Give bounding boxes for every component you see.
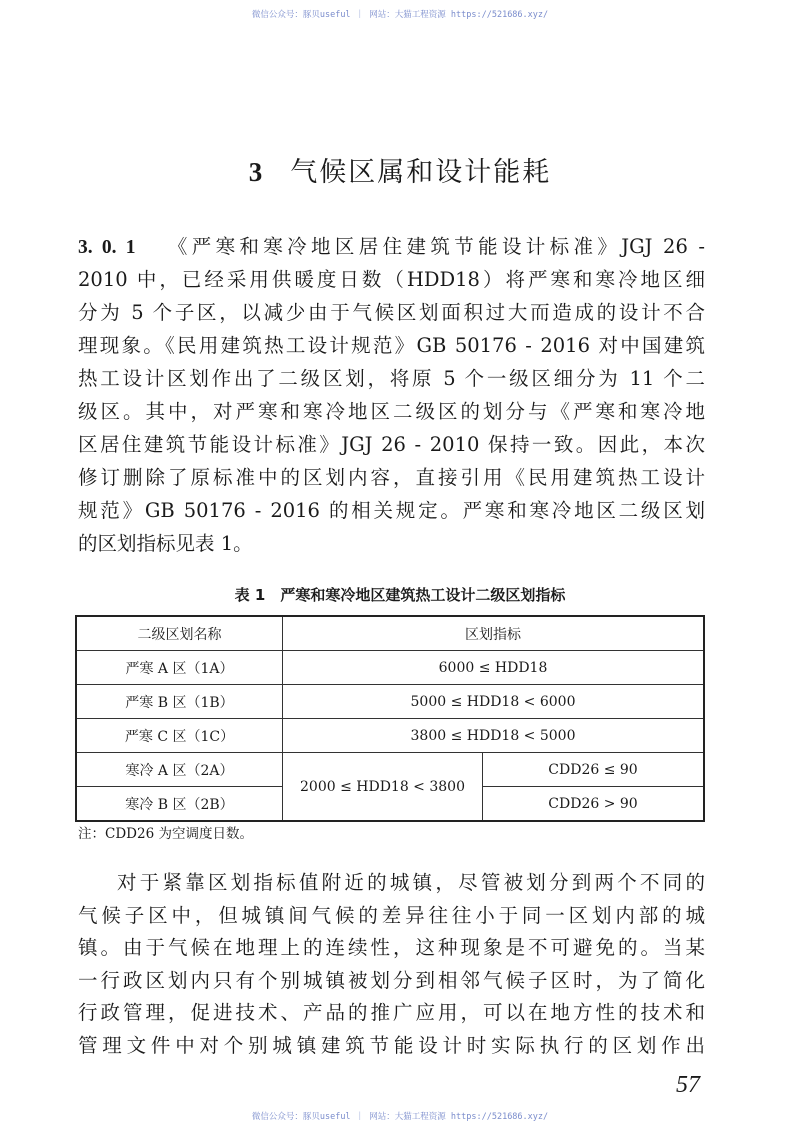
zone-index: 3800 ≤ HDD18 < 5000: [283, 719, 705, 753]
text-line: 一行政区划内只有个别城镇被划分到相邻气候子区时，为了简化: [78, 968, 705, 992]
chapter-number: 3: [248, 157, 265, 187]
text-line: 分为 5 个子区，以减少由于气候区划面积过大而造成的设计不合: [78, 301, 705, 324]
zone-name: 寒冷 A 区（2A）: [76, 753, 283, 787]
text-line: 镇。由于气候在地理上的连续性，这种现象是不可避免的。当某: [78, 936, 705, 959]
zone-index: 5000 ≤ HDD18 < 6000: [283, 685, 705, 719]
text-line: 理现象。《民用建筑热工设计规范》GB 50176 - 2016 对中国建筑: [78, 334, 705, 357]
watermark-top: 微信公众号：豚贝useful ｜ 网站：大猫工程资源 https://521686.xyz/: [251, 10, 549, 20]
header-cell: 区划指标: [283, 616, 705, 651]
text-line: 气候子区中，但城镇间气候的差异往往小于同一区划内部的城: [78, 903, 705, 927]
text-line: 的区划指标见表 1。: [78, 532, 253, 555]
zone-name: 严寒 A 区（1A）: [76, 651, 283, 685]
text-line: 2010 中，已经采用供暖度日数（HDD18）将严寒和寒冷地区细: [78, 268, 705, 291]
text-line: 《严寒和寒冷地区居住建筑节能设计标准》JGJ 26 -: [163, 235, 706, 258]
text-line: 热工设计区划作出了二级区划，将原 5 个一级区细分为 11 个二: [78, 367, 705, 390]
table-row: [76, 685, 704, 719]
clause-number: 3. 0. 1: [78, 237, 136, 258]
text-line: 修订删除了原标准中的区划内容，直接引用《民用建筑热工设计: [78, 466, 705, 489]
text-line: 行政管理，促进技术、产品的推广应用，可以在地方性的技术和: [78, 1001, 705, 1024]
zone-sub-index: CDD26 > 90: [483, 787, 705, 822]
section-paragraph: [78, 230, 705, 560]
text-line: 规范》GB 50176 - 2016 的相关规定。严寒和寒冷地区二级区划: [78, 499, 705, 522]
climate-zone-table: [75, 615, 705, 822]
zone-name: 严寒 B 区（1B）: [76, 685, 283, 719]
table-row: [76, 651, 704, 685]
zone-sub-index: CDD26 ≤ 90: [483, 753, 705, 787]
chapter-title: [0, 150, 800, 189]
zone-name: 严寒 C 区（1C）: [76, 719, 283, 753]
text-line: 区居住建筑节能设计标准》JGJ 26 - 2010 保持一致。因此，本次: [78, 433, 705, 456]
table-row: [76, 719, 704, 753]
paragraph-2: [78, 867, 705, 1062]
page-number: 57: [676, 1072, 700, 1098]
chapter-title-text: 气候区属和设计能耗: [290, 157, 552, 188]
table-caption: 表 1 严寒和寒冷地区建筑热工设计二级区划指标: [234, 586, 566, 604]
text-line: 管理文件中对个别城镇建筑节能设计时实际执行的区划作出: [78, 1033, 705, 1057]
zone-index: 2000 ≤ HDD18 < 3800: [283, 753, 483, 822]
table-row: [76, 753, 704, 787]
watermark-bottom: 微信公众号：豚贝useful ｜ 网站：大猫工程资源 https://521686.xyz/: [251, 1112, 549, 1122]
table-header-row: [76, 616, 704, 651]
table-note: 注：CDD26 为空调度日数。: [78, 826, 253, 842]
zone-name: 寒冷 B 区（2B）: [76, 787, 283, 822]
text-line: 对于紧靠区划指标值附近的城镇，尽管被划分到两个不同的: [117, 871, 705, 894]
zone-index: 6000 ≤ HDD18: [283, 651, 705, 685]
text-line: 级区。其中，对严寒和寒冷地区二级区的划分与《严寒和寒冷地: [78, 400, 705, 423]
header-cell: 二级区划名称: [76, 616, 283, 651]
